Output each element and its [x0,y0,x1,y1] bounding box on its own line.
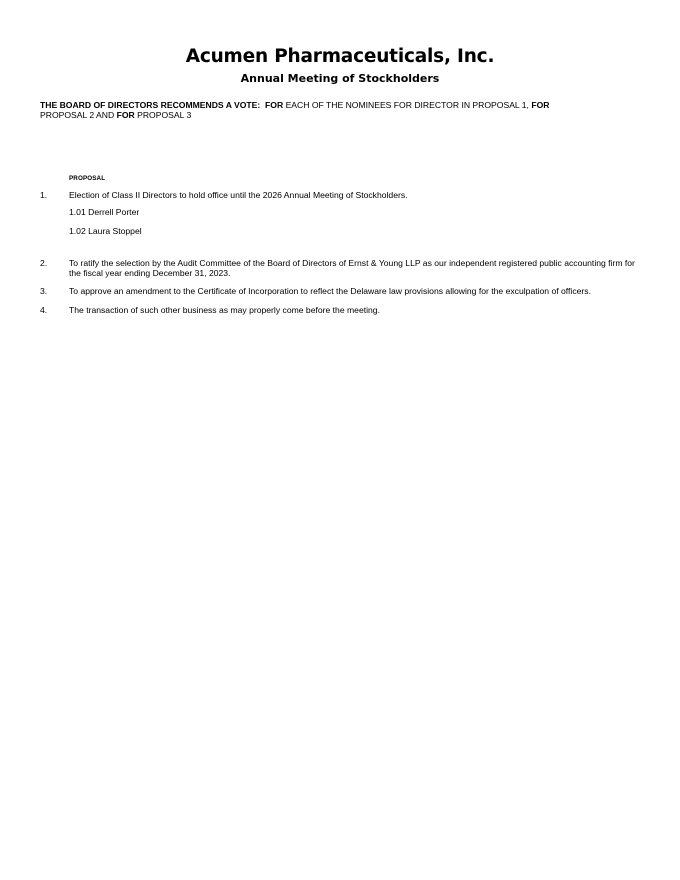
nominee-2: 1.02 Laura Stoppel [69,226,142,236]
proposal-text-1: Election of Class II Directors to hold office until the 2026 Annual Meeting of Stockholders. [69,190,408,200]
proposal-number-2: 2. [40,258,48,268]
proposal-number-4: 4. [40,305,48,315]
recommendation-lead: THE BOARD OF DIRECTORS RECOMMENDS A VOTE: [40,100,261,110]
recommendation-text-1: EACH OF THE NOMINEES FOR DIRECTOR IN PROPOSAL 1, [283,100,532,110]
board-recommendation [40,100,640,121]
meeting-subtitle: Annual Meeting of Stockholders [240,72,440,85]
recommendation-text-2: PROPOSAL 2 AND [40,110,117,121]
proposal-text-3: To approve an amendment to the Certificate of Incorporation to reflect the Delaware law provisions allowing for the exculpation of officers. [69,286,591,296]
recommendation-for-1: FOR [265,100,284,110]
nominee-1: 1.01 Derrell Porter [69,207,140,217]
recommendation-for-2: FOR [531,100,550,110]
company-title: Acumen Pharmaceuticals, Inc. [185,46,495,67]
proposal-number-3: 3. [40,286,48,296]
proposal-text-2: To ratify the selection by the Audit Committee of the Board of Directors of Ernst & Young LLP as our independent registered public accounting firm for the fiscal year ending December 31, 2023. [69,258,635,279]
proposal-number-1: 1. [40,190,48,200]
recommendation-for-3: FOR [116,110,135,121]
recommendation-text-3: PROPOSAL 3 [134,110,192,121]
proposal-column-header: PROPOSAL [69,175,106,182]
proposal-text-4: The transaction of such other business as may properly come before the meeting. [69,305,380,315]
